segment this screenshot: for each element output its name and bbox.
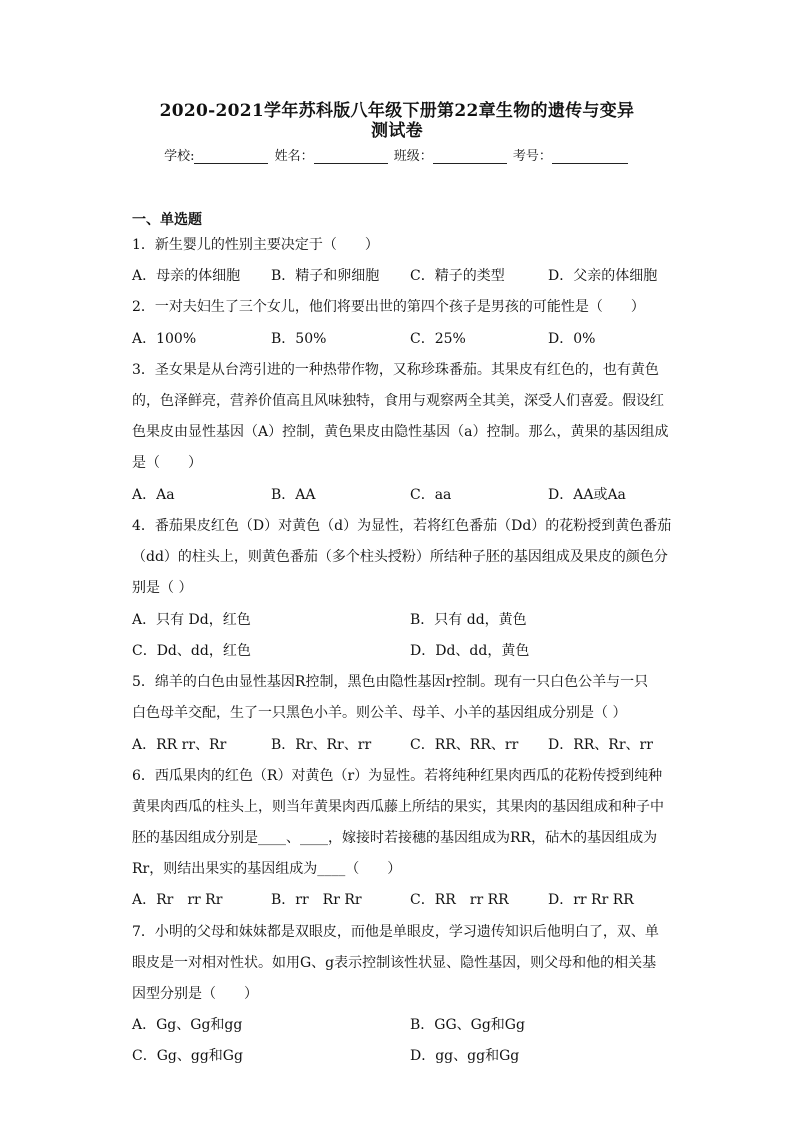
question-4-option-d: D．Dd、dd，黄色 xyxy=(410,643,530,659)
school-label: 学校: xyxy=(164,149,195,164)
question-4-option-b: B．只有 dd，黄色 xyxy=(410,612,527,628)
question-7-option-a: A．Gg、Gg和gg xyxy=(132,1017,243,1033)
question-6-line-4: Rr，则结出果实的基因组成为____（ ） xyxy=(132,861,402,877)
question-1-option-c: C．精子的类型 xyxy=(410,268,505,284)
name-label: 姓名： xyxy=(274,149,314,164)
question-5-line-1: 5．绵羊的白色由显性基因R控制，黑色由隐性基因r控制。现有一只白色公羊与一只 xyxy=(132,674,649,690)
question-2-option-b: B．50% xyxy=(271,331,327,347)
question-4-line-1: 4．番茄果皮红色（D）对黄色（d）为显性，若将红色番茄（Dd）的花粉授到黄色番茄 xyxy=(132,518,672,534)
question-5-option-c: C．RR、RR、rr xyxy=(410,737,519,753)
question-1-option-a: A．母亲的体细胞 xyxy=(132,268,241,284)
question-6-line-1: 6．西瓜果肉的红色（R）对黄色（r）为显性。若将纯种红果肉西瓜的花粉传授到纯种 xyxy=(132,768,663,784)
question-1-line-1: 1．新生婴儿的性别主要决定于（ ） xyxy=(132,237,379,253)
question-5-option-b: B．Rr、Rr、rr xyxy=(271,737,372,753)
question-4-option-c: C．Dd、dd，红色 xyxy=(132,643,251,659)
question-3-option-a: A．Aa xyxy=(132,487,175,503)
number-blank[interactable] xyxy=(552,149,628,164)
number-label: 考号： xyxy=(512,149,552,164)
question-3-line-4: 是（ ） xyxy=(132,455,202,471)
exam-title-line1: 2020-2021学年苏科版八年级下册第22章生物的遗传与变异 xyxy=(159,101,635,121)
question-2-line-1: 2．一对夫妇生了三个女儿，他们将要出世的第四个孩子是男孩的可能性是（ ） xyxy=(132,299,645,315)
school-blank[interactable] xyxy=(194,149,268,164)
question-2-option-a: A．100% xyxy=(132,331,197,347)
question-5-option-a: A．RR rr、Rr xyxy=(132,737,227,753)
question-3-option-c: C．aa xyxy=(410,487,452,503)
question-3-line-1: 3．圣女果是从台湾引进的一种热带作物，又称珍珠番茄。其果皮有红色的，也有黄色 xyxy=(132,362,659,378)
question-7-line-2: 眼皮是一对相对性状。如用G、g表示控制该性状显、隐性基因，则父母和他的相关基 xyxy=(132,955,657,971)
class-blank[interactable] xyxy=(433,149,507,164)
question-7-line-3: 因型分别是（ ） xyxy=(132,986,258,1002)
question-5-option-d: D．RR、Rr、rr xyxy=(548,737,653,753)
question-4-line-2: （dd）的柱头上，则黄色番茄（多个柱头授粉）所结种子胚的基因组成及果皮的颜色分 xyxy=(132,549,668,565)
name-blank[interactable] xyxy=(314,149,388,164)
question-2-option-d: D．0% xyxy=(548,331,596,347)
question-6-option-d: D．rr Rr RR xyxy=(548,892,634,908)
question-4-line-3: 别是（ ） xyxy=(132,580,193,596)
student-info-line xyxy=(0,145,794,164)
question-6-option-b: B．rr Rr Rr xyxy=(271,892,362,908)
exam-title-line2: 测试卷 xyxy=(371,121,423,141)
class-label: 班级： xyxy=(393,149,433,164)
question-3-line-2: 的，色泽鲜亮，营养价值高且风味独特，食用与观察两全其美，深受人们喜爱。假设红 xyxy=(132,393,664,409)
question-6-line-2: 黄果肉西瓜的柱头上，则当年黄果肉西瓜藤上所结的果实，其果肉的基因组成和种子中 xyxy=(132,799,664,815)
question-6-option-c: C．RR rr RR xyxy=(410,892,509,908)
question-5-line-2: 白色母羊交配，生了一只黑色小羊。则公羊、母羊、小羊的基因组成分别是（ ） xyxy=(132,705,627,721)
question-3-option-d: D．AA或Aa xyxy=(548,487,626,503)
question-3-line-3: 色果皮由显性基因（A）控制，黄色果皮由隐性基因（a）控制。那么，黄果的基因组成 xyxy=(132,424,669,440)
question-7-option-d: D．gg、gg和Gg xyxy=(410,1048,520,1064)
question-3-option-b: B．AA xyxy=(271,487,316,503)
question-1-option-b: B．精子和卵细胞 xyxy=(271,268,380,284)
question-6-line-3: 胚的基因组成分别是____、____，嫁接时若接穗的基因组成为RR，砧木的基因组成为 xyxy=(132,830,658,846)
section-title: 一、单选题 xyxy=(132,212,202,228)
question-7-line-1: 7．小明的父母和妹妹都是双眼皮，而他是单眼皮，学习遗传知识后他明白了，双、单 xyxy=(132,924,659,940)
question-1-option-d: D．父亲的体细胞 xyxy=(548,268,658,284)
question-7-option-b: B．GG、Gg和Gg xyxy=(410,1017,525,1033)
question-6-option-a: A．Rr rr Rr xyxy=(132,892,223,908)
question-2-option-c: C．25% xyxy=(410,331,466,347)
question-4-option-a: A．只有 Dd，红色 xyxy=(132,612,251,628)
question-7-option-c: C．Gg、gg和Gg xyxy=(132,1048,243,1064)
